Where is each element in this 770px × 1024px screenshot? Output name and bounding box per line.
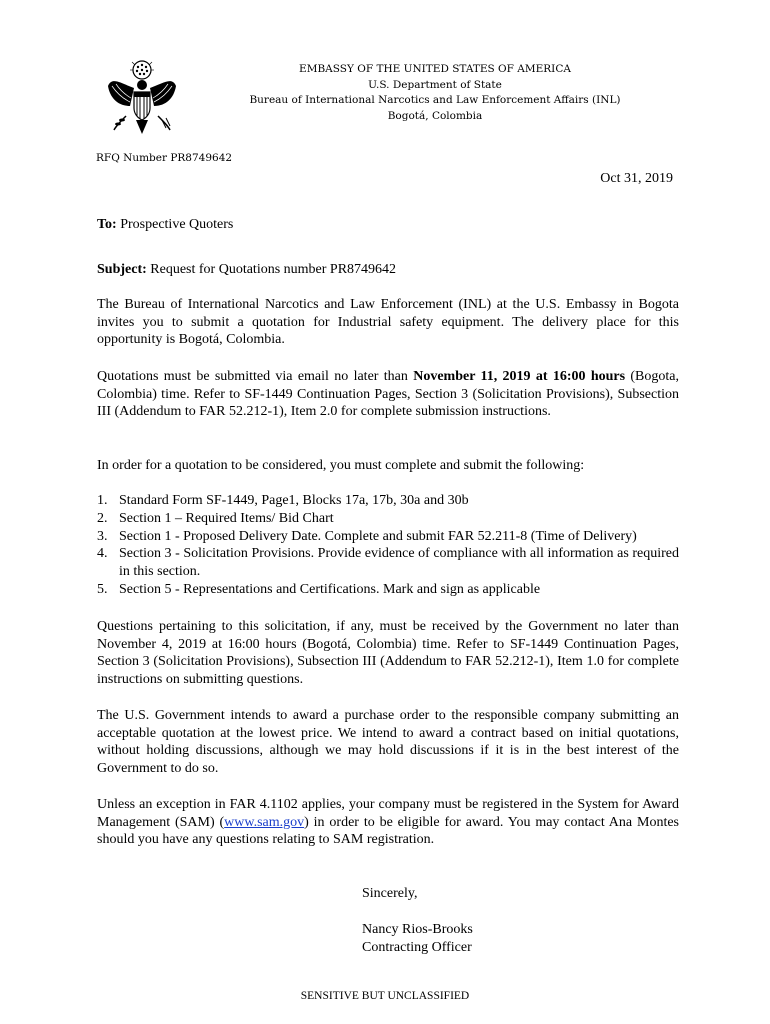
list-item-text: Section 5 - Representations and Certifications. Mark and sign as applicable bbox=[119, 581, 541, 597]
list-item-text: Section 1 - Proposed Delivery Date. Complete and submit FAR 52.211-8 (Time of Delivery) bbox=[119, 528, 637, 544]
list-item-text: Standard Form SF-1449, Page1, Blocks 17a, 17b, 30a and 30b bbox=[119, 493, 469, 508]
signer-name: Nancy Rios-Brooks bbox=[362, 922, 473, 937]
sam-link[interactable]: www.sam.gov bbox=[224, 814, 305, 830]
letter-date: Oct 31, 2019 bbox=[600, 171, 673, 186]
letterhead-embassy: EMBASSY OF THE UNITED STATES OF AMERICA bbox=[299, 63, 571, 75]
list-item-number: 2. bbox=[97, 510, 108, 526]
great-seal-eagle-icon bbox=[104, 58, 180, 140]
closing-salutation: Sincerely, bbox=[362, 886, 418, 901]
list-item bbox=[97, 510, 679, 528]
list-item-number: 5. bbox=[97, 581, 108, 597]
classification-footer: SENSITIVE BUT UNCLASSIFIED bbox=[300, 990, 470, 1002]
list-item-text: Section 3 - Solicitation Provisions. Provide evidence of compliance with all information as required in this section. bbox=[119, 546, 679, 580]
subject-line bbox=[97, 261, 679, 279]
deadline-text-after: (Bogota, Colombia) time. Refer to SF-1449 Continuation Pages, Section 3 (Solicitation Provisions), Subsection III (Addendum to FAR 52.212-1), Item 2.0 for complete submission instructions. bbox=[97, 369, 679, 419]
award-paragraph: The U.S. Government intends to award a purchase order to the responsible company submitting an acceptable quotation at the lowest price. We intend to award a contract based on initial quotations, without holding discussions, although we may hold discussions if it is in the best interest of the Government to do so. bbox=[97, 708, 679, 776]
letterhead-bureau: Bureau of International Narcotics and Law Enforcement Affairs (INL) bbox=[249, 94, 621, 106]
deadline-paragraph bbox=[97, 368, 679, 421]
to-value: Prospective Quoters bbox=[120, 217, 234, 232]
requirements-list bbox=[97, 492, 679, 599]
list-item bbox=[97, 528, 679, 546]
sam-text-after: ) in order to be eligible for award. You may contact Ana Montes should you have any questions relating to SAM registration. bbox=[97, 814, 679, 847]
to-line bbox=[97, 216, 679, 234]
sam-text-before: Unless an exception in FAR 4.1102 applies, your company must be registered in the System for Award Management (SAM) ( bbox=[97, 797, 679, 830]
letterhead-location: Bogotá, Colombia bbox=[387, 109, 483, 122]
list-item bbox=[97, 545, 679, 581]
list-item-number: 1. bbox=[97, 493, 108, 508]
to-label: To: bbox=[97, 217, 117, 232]
subject-label: Subject: bbox=[97, 262, 147, 277]
list-item bbox=[97, 581, 679, 599]
subject-value: Request for Quotations number PR8749642 bbox=[150, 262, 397, 277]
list-item-number: 4. bbox=[97, 546, 108, 562]
signer-title: Contracting Officer bbox=[362, 940, 472, 955]
sam-paragraph bbox=[97, 796, 679, 849]
letterhead-department: U.S. Department of State bbox=[368, 78, 502, 91]
deadline-date: November 11, 2019 at 16:00 hours bbox=[413, 369, 626, 384]
letterhead bbox=[200, 62, 670, 124]
list-item-number: 3. bbox=[97, 528, 108, 544]
intro-paragraph: The Bureau of International Narcotics and Law Enforcement (INL) at the U.S. Embassy in Bogota invites you to submit a quotation for Industrial safety equipment. The delivery place for this opportunity is Bogotá, Colombia. bbox=[97, 297, 679, 347]
requirements-intro: In order for a quotation to be considered, you must complete and submit the following: bbox=[97, 458, 585, 473]
list-item bbox=[97, 492, 679, 510]
rfq-number: RFQ Number PR8749642 bbox=[96, 152, 233, 164]
deadline-text-before: Quotations must be submitted via email no later than bbox=[97, 369, 414, 384]
questions-paragraph: Questions pertaining to this solicitation, if any, must be received by the Government no later than November 4, 2019 at 16:00 hours (Bogotá, Colombia) time. Refer to SF-1449 Continuation Pages, Section 3 (Solicitation Provisions), Subsection III (Addendum to FAR 52.212-1), Item 1.0 for complete instructions on submitting questions. bbox=[97, 619, 679, 687]
list-item-text: Section 1 – Required Items/ Bid Chart bbox=[119, 510, 334, 526]
